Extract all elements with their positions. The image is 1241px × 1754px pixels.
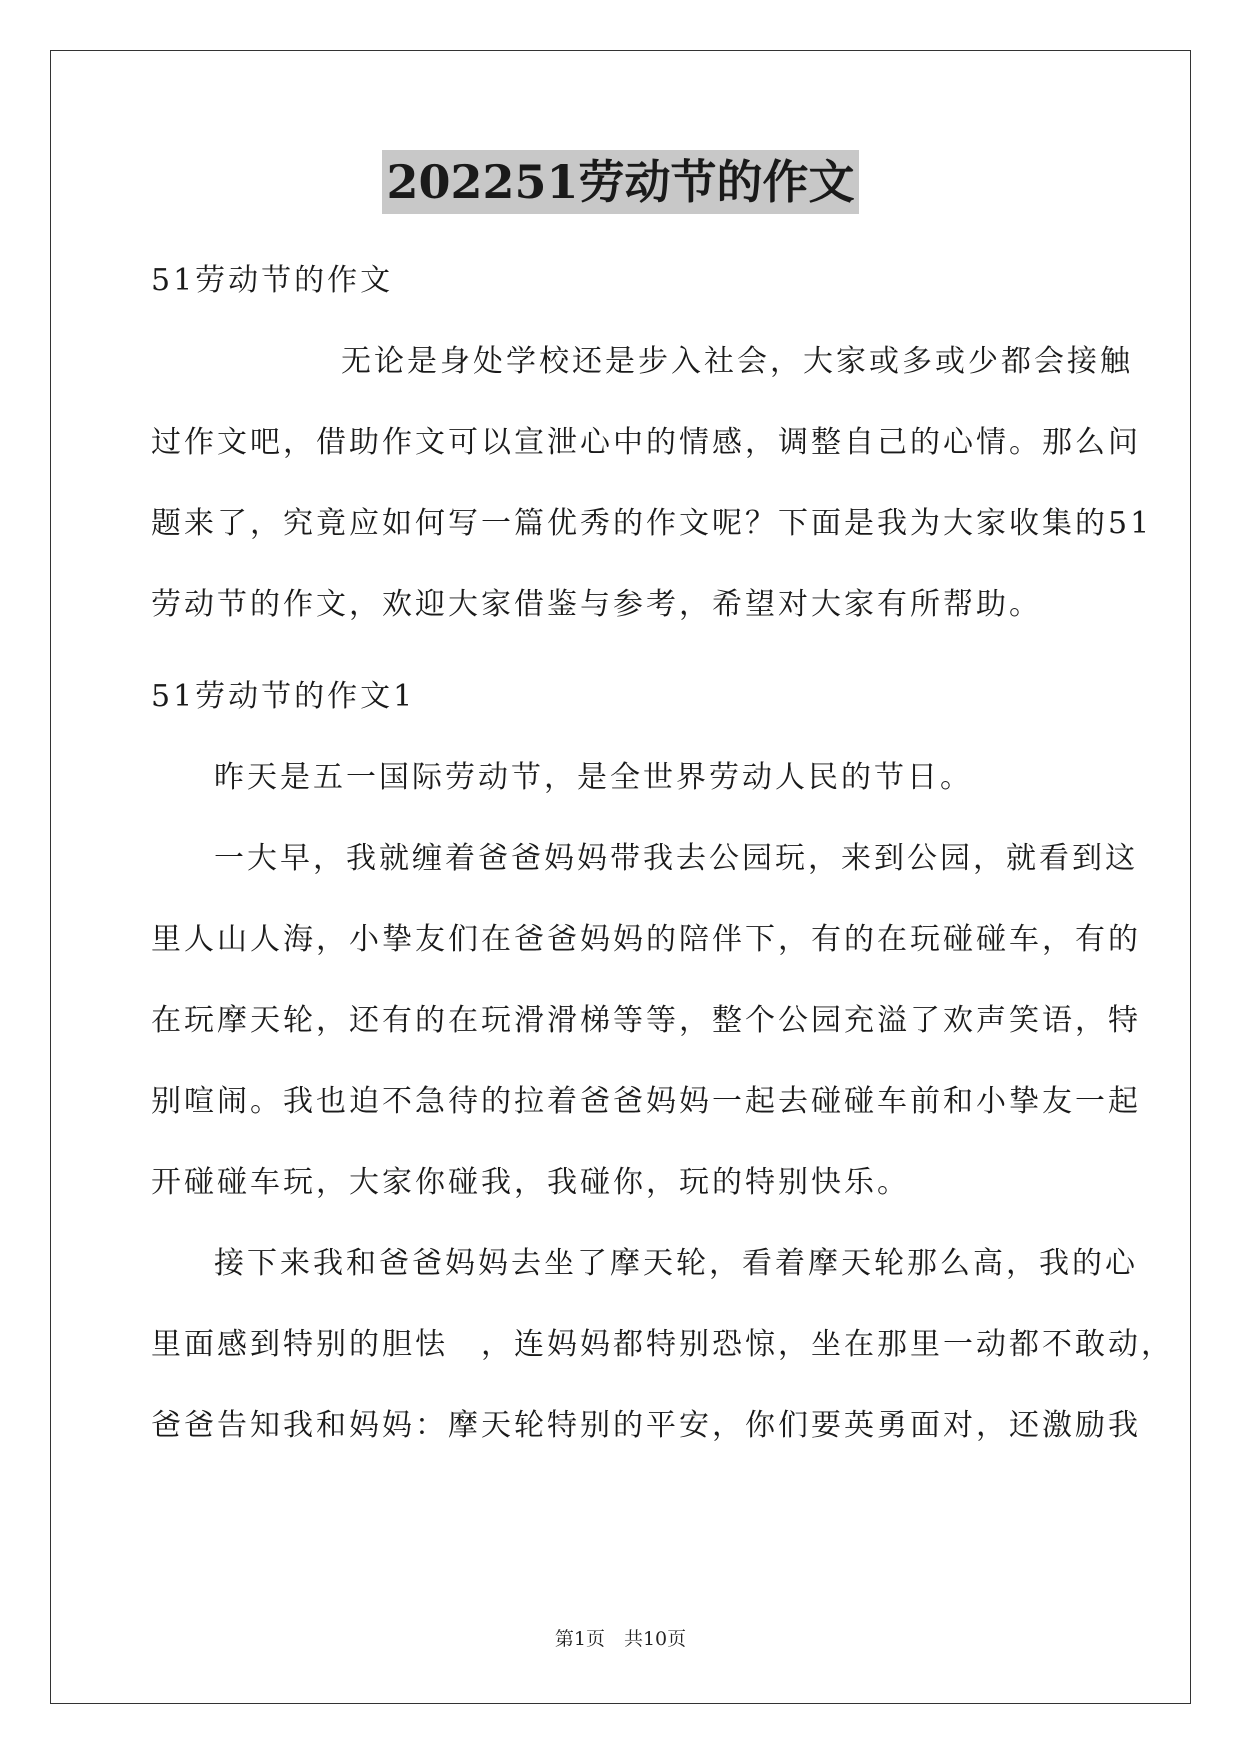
section-body [151,656,1174,1466]
para2-line-3: 在玩摩天轮，还有的在玩滑滑梯等等，整个公园充溢了欢声笑语，特 [151,1003,1141,1038]
para3-line-2: 里面感到特别的胆怯 ，连妈妈都特别恐惊，坐在那里一动都不敢动， [151,1327,1174,1362]
intro-line-1: 无论是身处学校还是步入社会，大家或多或少都会接触 [341,344,1133,379]
para3-line-3: 爸爸告知我和妈妈：摩天轮特别的平安，你们要英勇面对，还激励我 [151,1408,1141,1443]
document-body [151,240,1153,645]
intro-line-3: 题来了，究竟应如何写一篇优秀的作文呢？下面是我为大家收集的51 [151,506,1153,541]
para2-line-2: 里人山人海，小挚友们在爸爸妈妈的陪伴下，有的在玩碰碰车，有的 [151,922,1141,957]
intro-line-4: 劳动节的作文，欢迎大家借鉴与参考，希望对大家有所帮助。 [151,587,1042,622]
para2-line-5: 开碰碰车玩，大家你碰我，我碰你，玩的特别快乐。 [151,1165,910,1200]
subtitle: 51劳动节的作文 [151,263,394,298]
para2-line-1: 一大早，我就缠着爸爸妈妈带我去公园玩，来到公园，就看到这 [214,841,1138,876]
section-heading: 51劳动节的作文1 [151,679,416,714]
intro-line-2: 过作文吧，借助作文可以宣泄心中的情感，调整自己的心情。那么问 [151,425,1141,460]
para1-line-1: 昨天是五一国际劳动节，是全世界劳动人民的节日。 [214,760,973,795]
para2-line-4: 别喧闹。我也迫不急待的拉着爸爸妈妈一起去碰碰车前和小挚友一起 [151,1084,1141,1119]
document-title: 202251劳动节的作文 [382,150,858,214]
title-wrap [0,150,1241,214]
page-footer: 第1页 共10页 [554,1628,687,1650]
para3-line-1: 接下来我和爸爸妈妈去坐了摩天轮，看着摩天轮那么高，我的心 [214,1246,1138,1281]
